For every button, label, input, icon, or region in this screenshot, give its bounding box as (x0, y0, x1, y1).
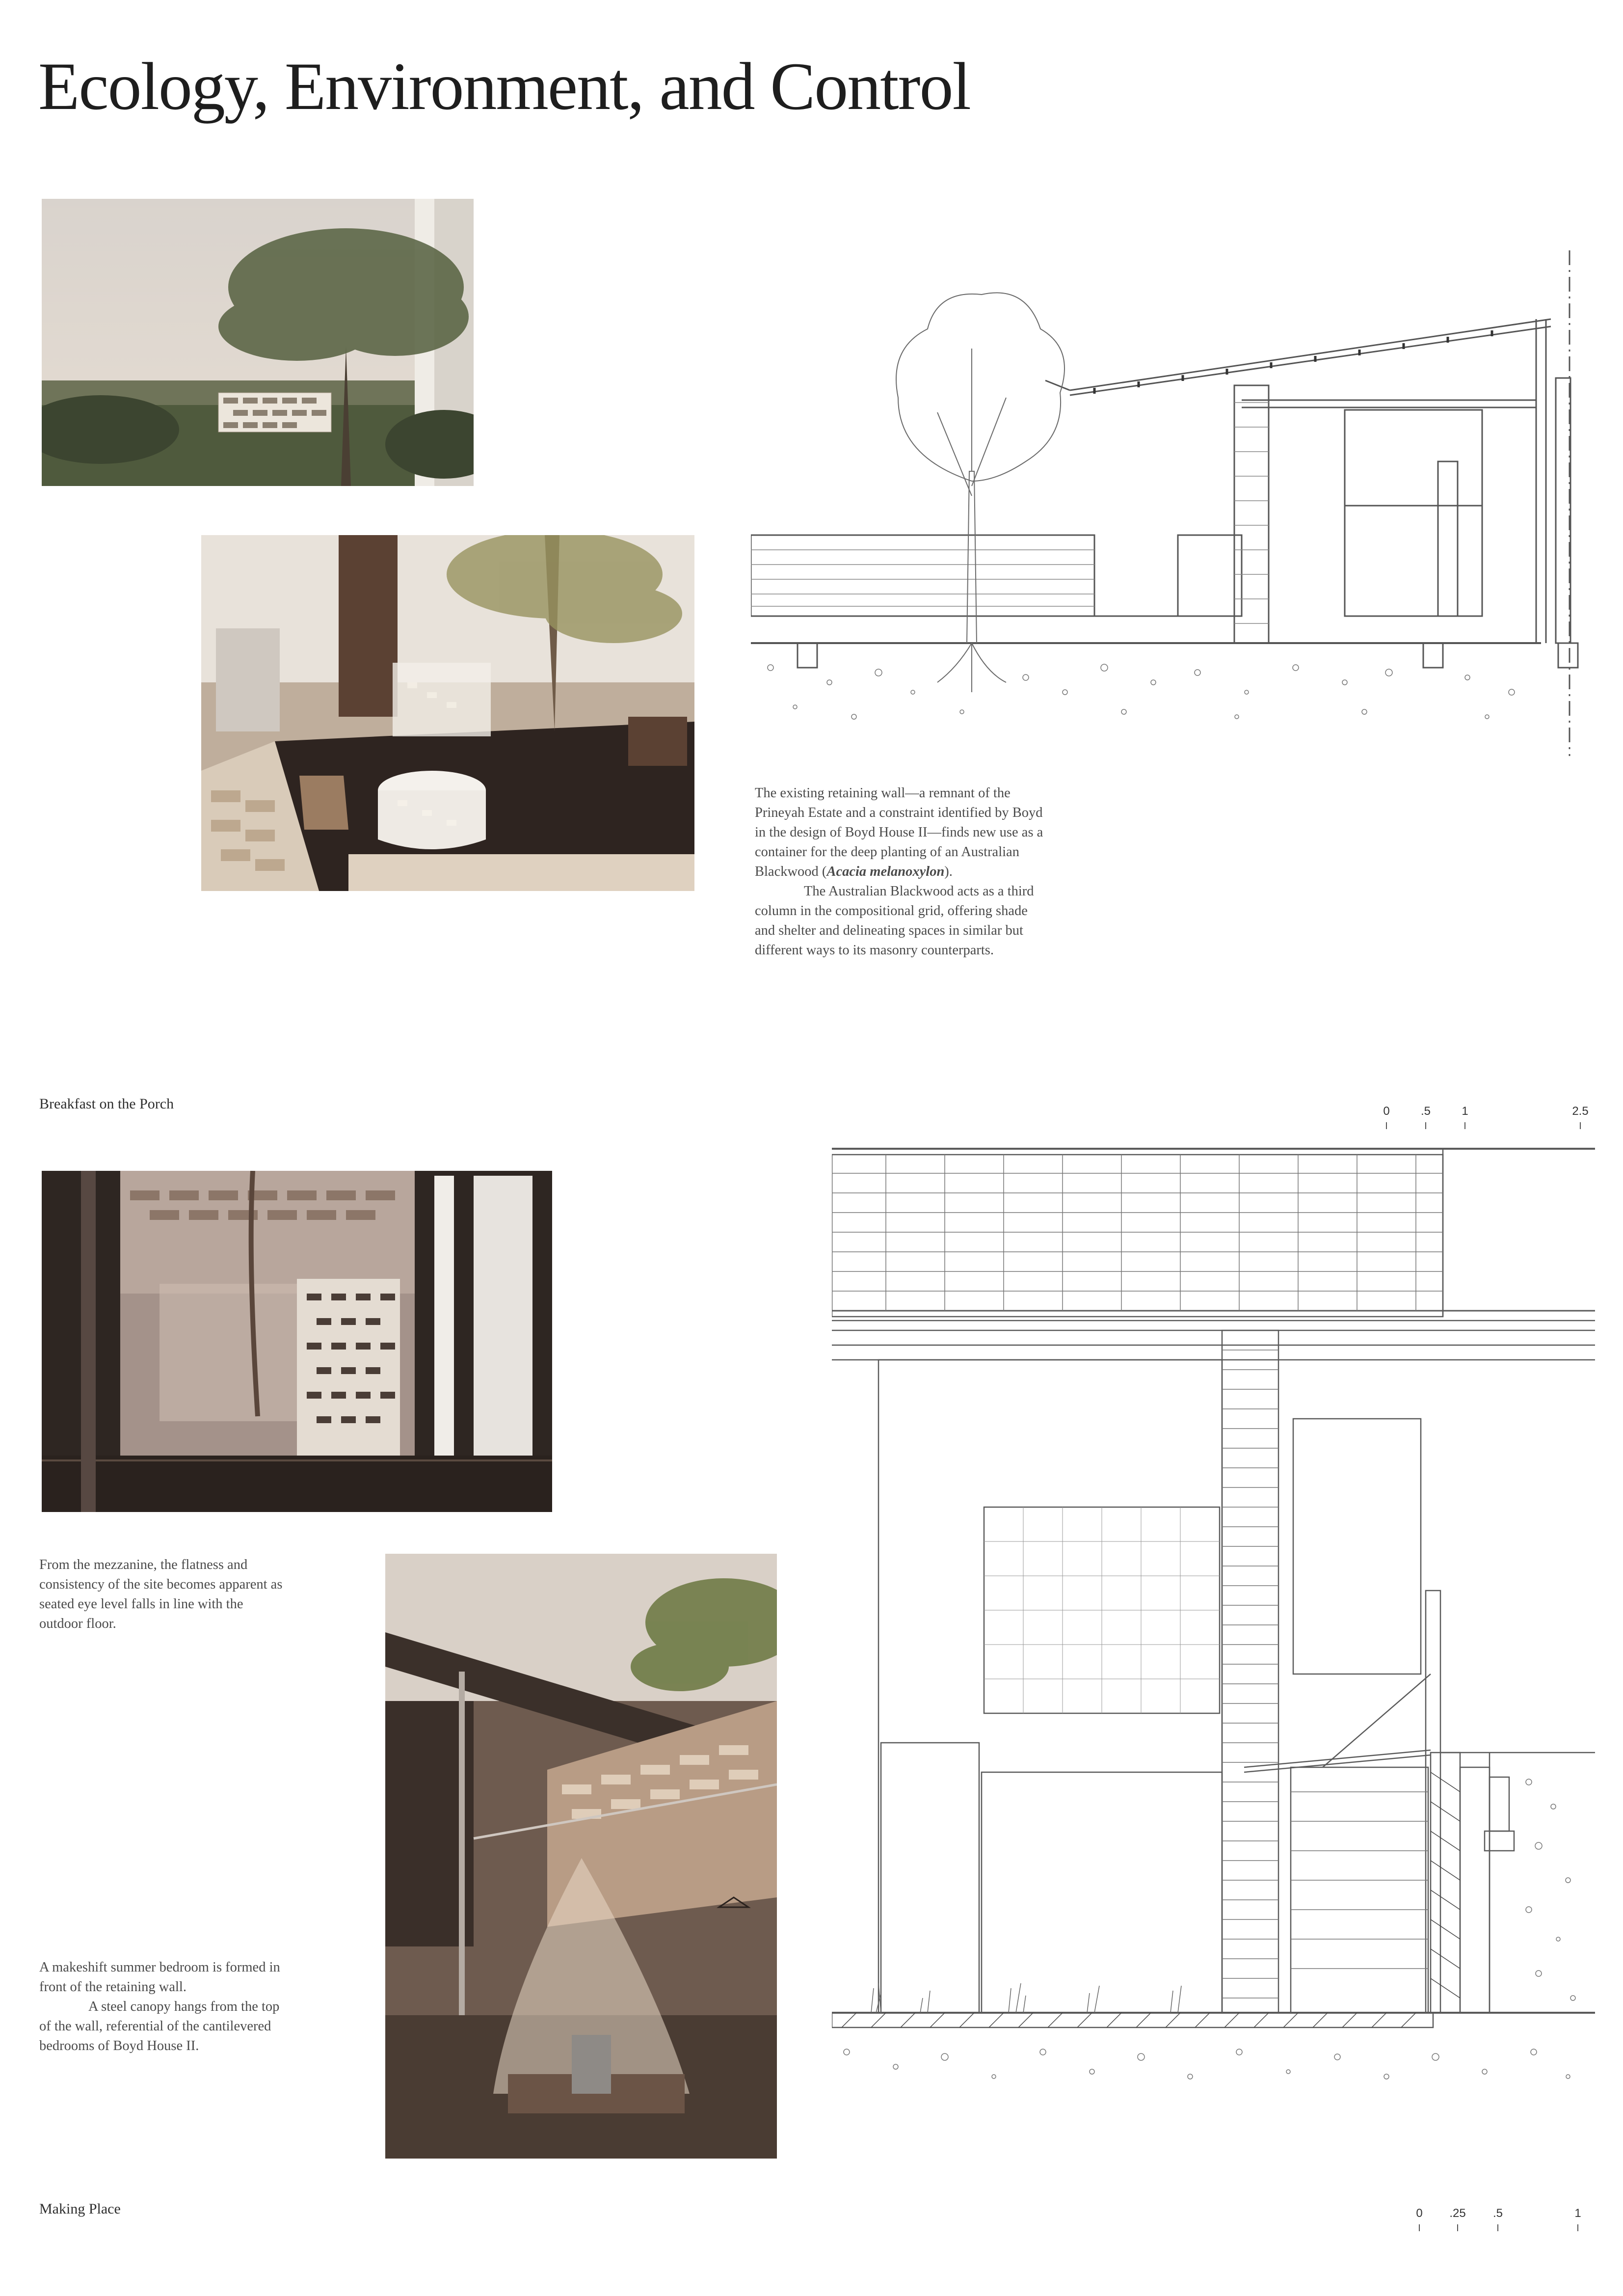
text-summer-bedroom (39, 1958, 294, 2056)
text-retaining-wall-p1 (755, 783, 1049, 882)
scale-top-1: .5 (1420, 1105, 1431, 1118)
text-p1-after: ). (944, 864, 953, 879)
text-summer-bedroom-p2: A steel canopy hangs from the top of the wall, referential of the cantilevered bedrooms of Boyd House II. (39, 1999, 280, 2053)
text-summer-bedroom-p1: A makeshift summer bedroom is formed in front of the retaining wall. (39, 1960, 280, 1995)
scale-bottom-1: .25 (1449, 2207, 1466, 2220)
scale-top-0: 0 (1383, 1105, 1390, 1118)
section-drawing-elevation (832, 1144, 1595, 2185)
page-title: Ecology, Environment, and Control (38, 49, 970, 124)
scale-bar-top (1374, 1105, 1600, 1134)
text-p1-before: The existing retaining wall—a remnant of the Prineyah Estate and a constraint identified by Boyd in the design of Boyd House II—finds new use as a container for the deep planting of an Australian Blackwood ( (755, 785, 1043, 879)
section-drawing-retaining-wall (751, 250, 1595, 761)
text-p1-italic: Acacia melanoxylon (826, 864, 945, 879)
text-retaining-wall (755, 783, 1049, 960)
render-garden-tree (42, 199, 474, 486)
scale-bar-bottom (1404, 2207, 1600, 2236)
render-deck-dining (201, 535, 694, 891)
scale-bottom-3: 1 (1574, 2207, 1581, 2220)
text-mezzanine: From the mezzanine, the flatness and consistency of the site becomes apparent as seated eye level falls in line with the outdoor floor. (39, 1557, 283, 1631)
scale-bottom-0: 0 (1416, 2207, 1423, 2220)
render-mezzanine-view (42, 1171, 552, 1512)
render-summer-bedroom (385, 1554, 777, 2159)
caption-breakfast: Breakfast on the Porch (39, 1096, 174, 1112)
text-retaining-wall-p2: The Australian Blackwood acts as a third column in the compositional grid, offering shade and shelter and delineating spaces in similar but different ways to its masonry counterparts. (755, 884, 1034, 958)
scale-bottom-2: .5 (1492, 2207, 1503, 2220)
caption-making-place: Making Place (39, 2201, 121, 2217)
scale-top-3: 2.5 (1572, 1105, 1589, 1118)
scale-top-2: 1 (1462, 1105, 1468, 1118)
